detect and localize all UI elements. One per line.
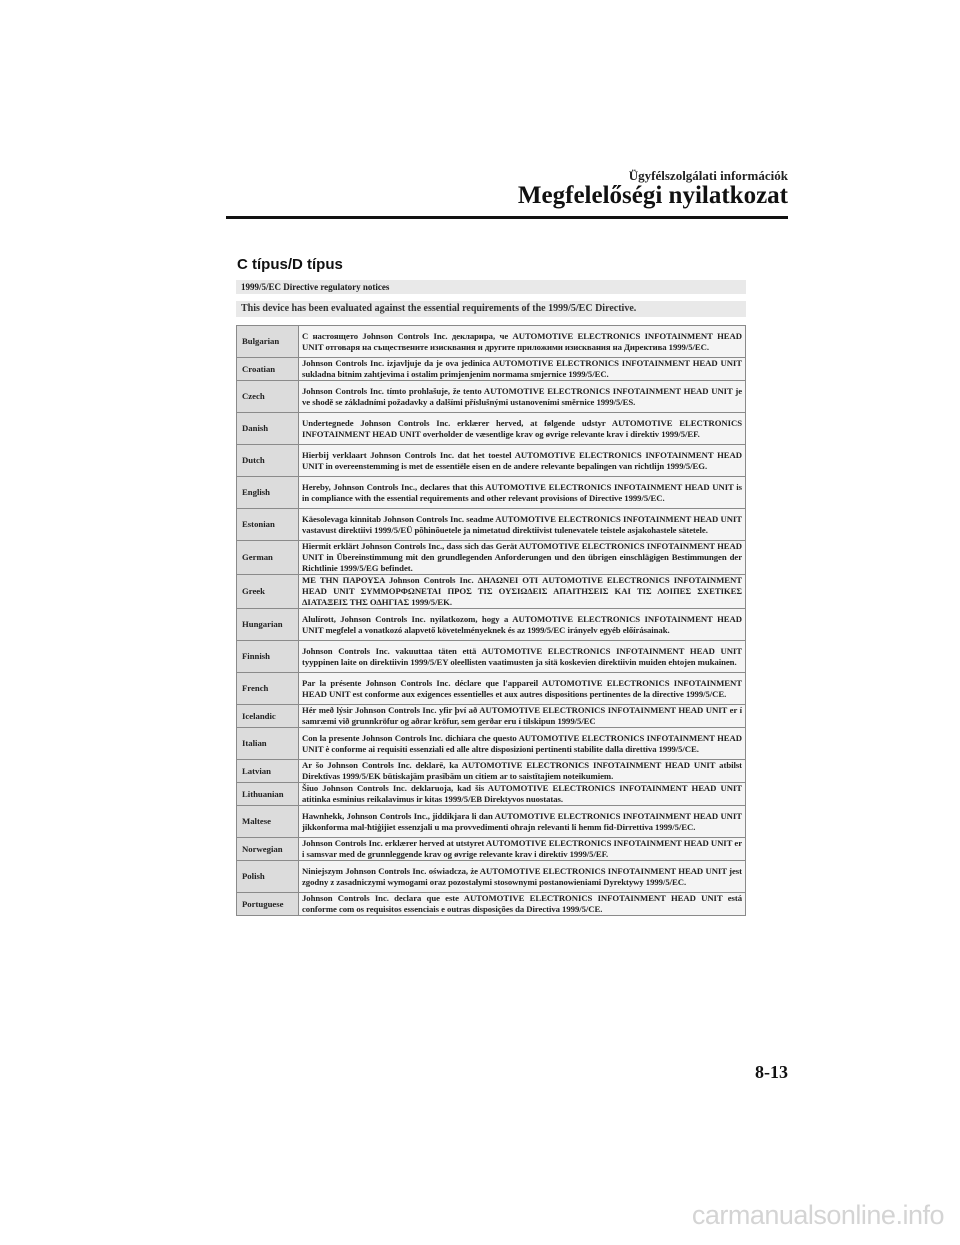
declaration-text-cell: Hierbij verklaart Johnson Controls Inc. dat het toestel AUTOMOTIVE ELECTRONICS INFOTAINMENT HEAD UNIT in overeenstemming is met de essentiële eisen en de andere relevante bepalingen van richtlijn 1999/5/EG. [299, 445, 746, 477]
declaration-text-cell: Con la presente Johnson Controls Inc. dichiara che questo AUTOMOTIVE ELECTRONICS INFOTAINMENT HEAD UNIT è conforme ai requisiti essenziali ed alle altre disposizioni pertinenti stabilite dalla direttiva 1999/5/CE. [299, 728, 746, 760]
language-cell: Bulgarian [237, 326, 299, 358]
table-row [237, 381, 746, 413]
language-cell: Greek [237, 575, 299, 609]
declaration-text-cell: Undertegnede Johnson Controls Inc. erklærer herved, at følgende udstyr AUTOMOTIVE ELECTRONICS INFOTAINMENT HEAD UNIT overholder de væsentlige krav og øvrige relevante krav i direktiv 1999/5/EF. [299, 413, 746, 445]
declaration-text-cell: Johnson Controls Inc. izjavljuje da je ova jedinica AUTOMOTIVE ELECTRONICS INFOTAINMENT HEAD UNIT sukladna bitnim zahtjevima i ostalim primjenjenim normama smjernice 1999/5/EC. [299, 358, 746, 381]
table-row [237, 838, 746, 861]
declaration-text-cell: Käesolevaga kinnitab Johnson Controls Inc. seadme AUTOMOTIVE ELECTRONICS INFOTAINMENT HEAD UNIT vastavust direktiivi 1999/5/EÜ põhinõuetele ja nimetatud direktiivist tulenevatele teistele asjakohastele sätetele. [299, 509, 746, 541]
chapter-subtitle: Ügyfélszolgálati információk [628, 168, 788, 183]
language-cell: Norwegian [237, 838, 299, 861]
table-row [237, 806, 746, 838]
table-row [237, 326, 746, 358]
table-row [237, 641, 746, 673]
language-cell: Danish [237, 413, 299, 445]
language-cell: Finnish [237, 641, 299, 673]
language-cell: Hungarian [237, 609, 299, 641]
notice-heading: 1999/5/EC Directive regulatory notices [236, 280, 746, 294]
table-row [237, 861, 746, 893]
language-cell: English [237, 477, 299, 509]
language-cell: Maltese [237, 806, 299, 838]
page-title: Megfelelőségi nyilatkozat [517, 182, 788, 209]
declaration-text-cell: Hiermit erklärt Johnson Controls Inc., dass sich das Gerät AUTOMOTIVE ELECTRONICS INFOTAINMENT HEAD UNIT in Übereinstimmung mit den grundlegenden Anforderungen und den übrigen einschlägigen Bestimmungen der Richtlinie 1999/5/EG befindet. [299, 541, 746, 575]
declaration-text-cell: Johnson Controls Inc. declara que este AUTOMOTIVE ELECTRONICS INFOTAINMENT HEAD UNIT está conforme com os requisitos essenciais e outras disposições da Directiva 1999/5/CE. [299, 893, 746, 916]
declaration-text-cell: С настоящето Johnson Controls Inc. декларира, че AUTOMOTIVE ELECTRONICS INFOTAINMENT HEAD UNIT отговаря на съществените изисквания и другите приложими изисквания на Директива 1999/5/ЕС. [299, 326, 746, 358]
table-row [237, 477, 746, 509]
language-cell: Polish [237, 861, 299, 893]
table-row [237, 760, 746, 783]
declaration-text-cell: Hawnhekk, Johnson Controls Inc., jiddikjara li dan AUTOMOTIVE ELECTRONICS INFOTAINMENT HEAD UNIT jikkonforma mal-ħtiġijiet essenzjali u ma provvedimenti oħrajn relevanti li hemm fid-Dirrettiva 1999/5/EC. [299, 806, 746, 838]
section-title: C típus/D típus [237, 256, 343, 273]
declaration-text-cell: Hereby, Johnson Controls Inc., declares that this AUTOMOTIVE ELECTRONICS INFOTAINMENT HEAD UNIT is in compliance with the essential requirements and other relevant provisions of Directive 1999/5/EC. [299, 477, 746, 509]
table-row [237, 541, 746, 575]
language-cell: Icelandic [237, 705, 299, 728]
language-cell: Dutch [237, 445, 299, 477]
table-row [237, 609, 746, 641]
language-cell: Portuguese [237, 893, 299, 916]
table-row [237, 673, 746, 705]
language-cell: Czech [237, 381, 299, 413]
table-row [237, 509, 746, 541]
header-divider [226, 216, 788, 219]
watermark: carmanualsonline.info [691, 1200, 944, 1230]
table-row [237, 413, 746, 445]
language-cell: French [237, 673, 299, 705]
table-row [237, 705, 746, 728]
language-cell: Italian [237, 728, 299, 760]
declaration-text-cell: Johnson Controls Inc. tímto prohlašuje, že tento AUTOMOTIVE ELECTRONICS INFOTAINMENT HEAD UNIT je ve shodě se základními požadavky a dalšími příslušnými ustanoveními směrnice 1999/5/ES. [299, 381, 746, 413]
declaration-text-cell: Johnson Controls Inc. erklærer herved at utstyret AUTOMOTIVE ELECTRONICS INFOTAINMENT HEAD UNIT er i samsvar med de grunnleggende krav og øvrige relevante krav i direktiv 1999/5/EF. [299, 838, 746, 861]
language-cell: German [237, 541, 299, 575]
regulatory-notice-table [236, 325, 746, 916]
declaration-text-cell: Šiuo Johnson Controls Inc. deklaruoja, kad šis AUTOMOTIVE ELECTRONICS INFOTAINMENT HEAD UNIT atitinka esminius reikalavimus ir kitas 1999/5/EB Direktyvos nuostatas. [299, 783, 746, 806]
language-cell: Estonian [237, 509, 299, 541]
table-row [237, 358, 746, 381]
declaration-text-cell: Par la présente Johnson Controls Inc. déclare que l'appareil AUTOMOTIVE ELECTRONICS INFOTAINMENT HEAD UNIT est conforme aux exigences essentielles et aux autres dispositions pertinentes de la directive 1999/5/CE. [299, 673, 746, 705]
table-row [237, 893, 746, 916]
language-cell: Lithuanian [237, 783, 299, 806]
declaration-text-cell: Ar šo Johnson Controls Inc. deklarē, ka AUTOMOTIVE ELECTRONICS INFOTAINMENT HEAD UNIT atbilst Direktīvas 1999/5/EK būtiskajām prasībām un citiem ar to saistītajiem noteikumiem. [299, 760, 746, 783]
declaration-text-cell: Alulírott, Johnson Controls Inc. nyilatkozom, hogy a AUTOMOTIVE ELECTRONICS INFOTAINMENT HEAD UNIT megfelel a vonatkozó alapvető követelményeknek és az 1999/5/EC irányelv egyéb előírásainak. [299, 609, 746, 641]
declaration-text-cell: Niniejszym Johnson Controls Inc. oświadcza, że AUTOMOTIVE ELECTRONICS INFOTAINMENT HEAD UNIT jest zgodny z zasadniczymi wymogami oraz pozostałymi stosownymi postanowieniami Dyrektywy 1999/5/EC. [299, 861, 746, 893]
language-cell: Croatian [237, 358, 299, 381]
table-row [237, 728, 746, 760]
table-row [237, 445, 746, 477]
table-row [237, 783, 746, 806]
language-cell: Latvian [237, 760, 299, 783]
declaration-text-cell: ΜΕ ΤΗΝ ΠΑΡΟΥΣΑ Johnson Controls Inc. ΔΗΛΩΝΕΙ ΟΤΙ AUTOMOTIVE ELECTRONICS INFOTAINMENT HEAD UNIT ΣΥΜΜΟΡΦΩΝΕΤΑΙ ΠΡΟΣ ΤΙΣ ΟΥΣΙΩΔΕΙΣ ΑΠΑΙΤΗΣΕΙΣ ΚΑΙ ΤΙΣ ΛΟΙΠΕΣ ΣΧΕΤΙΚΕΣ ΔΙΑΤΑΞΕΙΣ ΤΗΣ ΟΔΗΓΙΑΣ 1999/5/ΕΚ. [299, 575, 746, 609]
table-row [237, 575, 746, 609]
page-number: 8-13 [755, 1062, 788, 1082]
declaration-text-cell: Hér með lýsir Johnson Controls Inc. yfir því að AUTOMOTIVE ELECTRONICS INFOTAINMENT HEAD UNIT er í samræmi við grunnkröfur og aðrar kröfur, sem gerðar eru í tilskipun 1999/5/EC [299, 705, 746, 728]
declaration-text-cell: Johnson Controls Inc. vakuuttaa täten että AUTOMOTIVE ELECTRONICS INFOTAINMENT HEAD UNIT tyyppinen laite on direktiivin 1999/5/EY oleellisten vaatimusten ja sitä koskevien direktiivin muiden ehtojen mukainen. [299, 641, 746, 673]
notice-intro: This device has been evaluated against the essential requirements of the 1999/5/EC Directive. [236, 301, 746, 317]
